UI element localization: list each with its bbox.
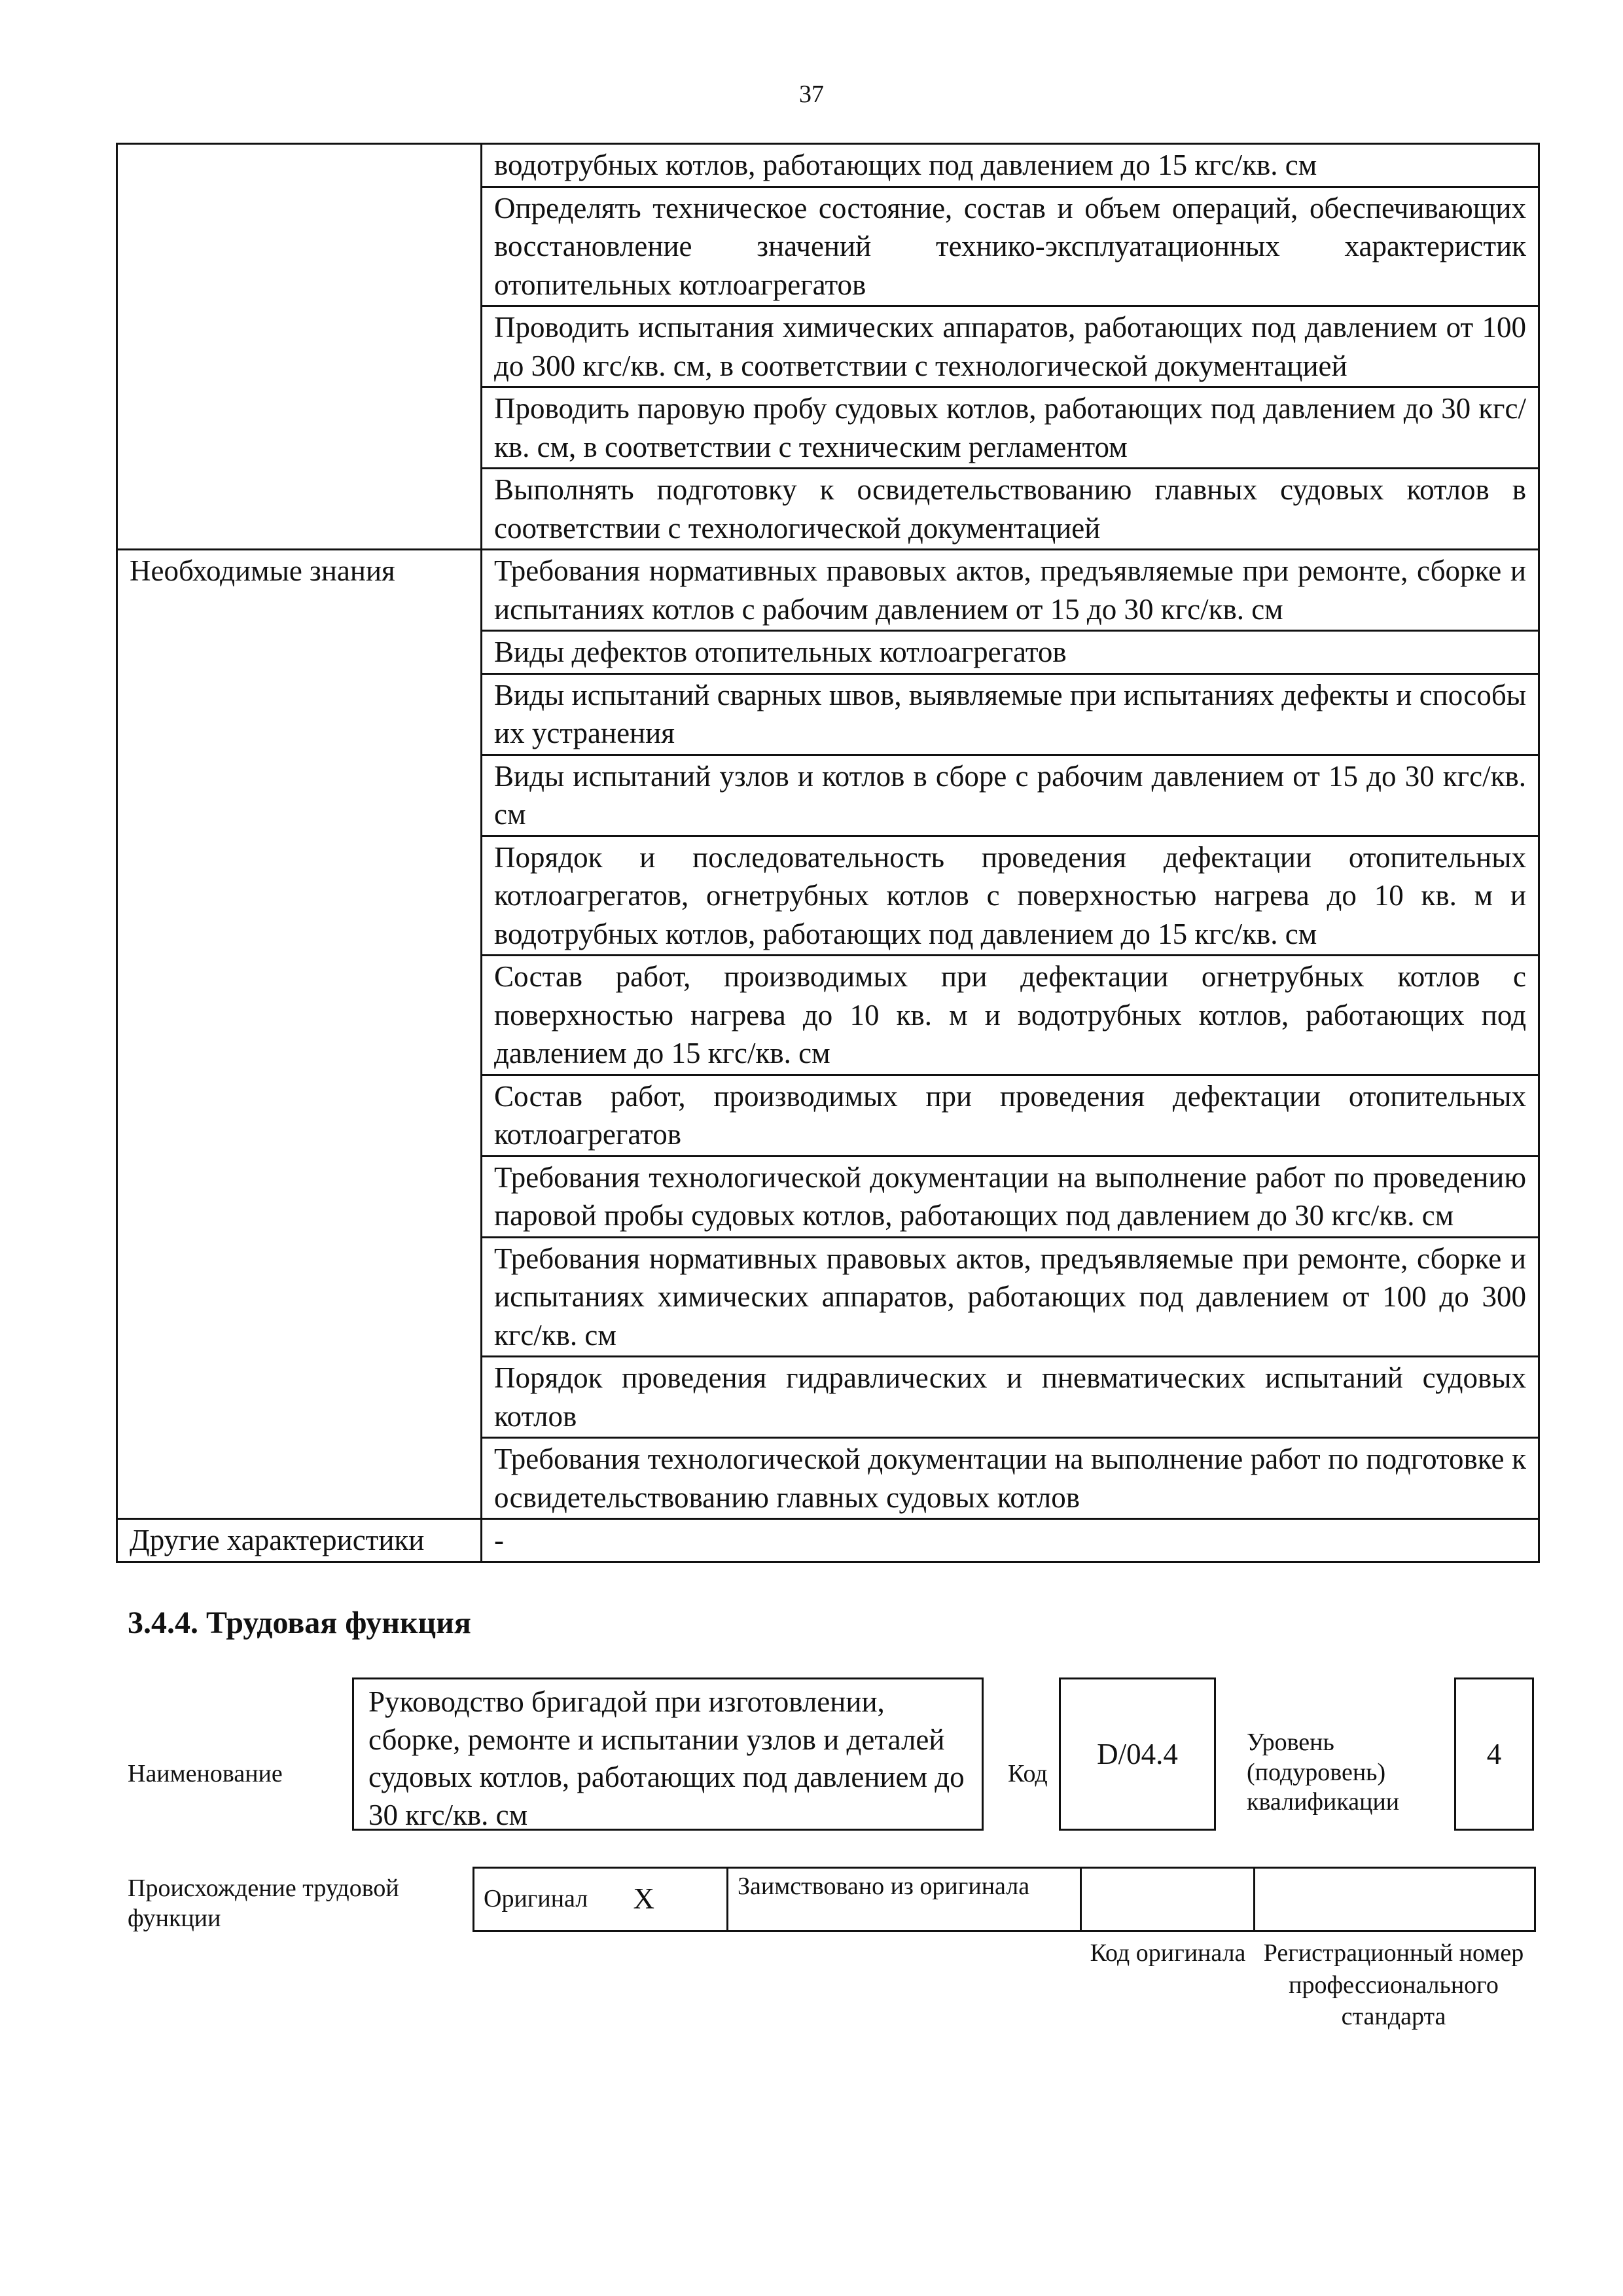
table-cell: Виды испытаний сварных швов, выявляемые при испытаниях дефекты и способы их устранения <box>482 673 1539 755</box>
origin-table <box>473 1867 1536 1932</box>
origin-code-cell <box>1081 1868 1255 1931</box>
row-label-knowledge: Необходимые знания <box>117 550 482 1519</box>
table-cell: Требования технологической документации на выполнение работ по подготовке к освидетельствованию главных судовых котлов <box>482 1438 1539 1519</box>
page-number: 37 <box>799 81 824 108</box>
table-cell: Требования технологической документации на выполнение работ по проведению паровой пробы судовых котлов, работающих под давлением до 30 кгс/кв. см <box>482 1156 1539 1237</box>
table-cell: Состав работ, производимых при проведения дефектации отопительных котлоагрегатов <box>482 1075 1539 1156</box>
level-label: Уровень (подуровень) квалификации <box>1247 1729 1400 1816</box>
table-cell: Проводить паровую пробу судовых котлов, работающих под давлением до 30 кгс/кв. см, в соответствии с техническим регламентом <box>482 387 1539 469</box>
table-cell: Виды дефектов отопительных котлоагрегатов <box>482 631 1539 674</box>
origin-borrowed: Заимствовано из оригинала <box>728 1868 1081 1931</box>
code-value: D/04.4 <box>1059 1677 1216 1831</box>
caption-code: Код оригинала <box>1090 1939 1246 1967</box>
name-label: Наименование <box>128 1760 283 1787</box>
table-cell: Порядок и последовательность проведения дефектации отопительных котлоагрегатов, огнетрубных котлов с поверхностью нагрева до 10 кв. м и водотрубных котлов, работающих под давлением до 15 кгс/кв. см <box>482 836 1539 956</box>
origin-label: Происхождение трудовой функции <box>128 1874 399 1932</box>
row-label-other: Другие характеристики <box>117 1519 482 1562</box>
origin-reg-cell <box>1255 1868 1535 1931</box>
section-title: 3.4.4. Трудовая функция <box>128 1605 471 1640</box>
function-name-value: Руководство бригадой при изготовлении, сборке, ремонте и испытании узлов и деталей судовых котлов, работающих под давлением до 30 кгс/кв. см <box>352 1677 984 1831</box>
code-label: Код <box>1008 1760 1048 1787</box>
caption-reg: Регистрационный номер профессионального стандарта <box>1263 1939 1524 2031</box>
table-cell: Требования нормативных правовых актов, предъявляемые при ремонте, сборке и испытаниях химических аппаратов, работающих под давлением от 100 до 300 кгс/кв. см <box>482 1237 1539 1357</box>
row-label-cell <box>117 144 482 550</box>
table-cell: водотрубных котлов, работающих под давлением до 15 кгс/кв. см <box>482 144 1539 187</box>
level-value: 4 <box>1454 1677 1534 1831</box>
table-row <box>117 550 1539 631</box>
table-cell: Требования нормативных правовых актов, предъявляемые при ремонте, сборке и испытаниях котлов с рабочим давлением от 15 до 30 кгс/кв. см <box>482 550 1539 631</box>
table-cell: Определять техническое состояние, состав и объем операций, обеспечивающих восстановление значений технико-эксплуатационных характеристик отопительных котлоагрегатов <box>482 187 1539 306</box>
table-cell: - <box>482 1519 1539 1562</box>
origin-original: Оригинал <box>474 1868 624 1931</box>
table-row <box>117 144 1539 187</box>
table-cell: Выполнять подготовку к освидетельствованию главных судовых котлов в соответствии с технологической документацией <box>482 469 1539 550</box>
table-cell: Состав работ, производимых при дефектации огнетрубных котлов с поверхностью нагрева до 10 кв. м и водотрубных котлов, работающих под давлением до 15 кгс/кв. см <box>482 956 1539 1075</box>
origin-mark: X <box>624 1868 728 1931</box>
table-row <box>474 1868 1535 1931</box>
table-cell: Проводить испытания химических аппаратов, работающих под давлением от 100 до 300 кгс/кв. см, в соответствии с технологической документацией <box>482 306 1539 387</box>
table-row <box>117 1519 1539 1562</box>
table-cell: Виды испытаний узлов и котлов в сборе с рабочим давлением от 15 до 30 кгс/кв. см <box>482 755 1539 836</box>
table-cell: Порядок проведения гидравлических и пневматических испытаний судовых котлов <box>482 1357 1539 1438</box>
skills-knowledge-table <box>116 143 1540 1563</box>
